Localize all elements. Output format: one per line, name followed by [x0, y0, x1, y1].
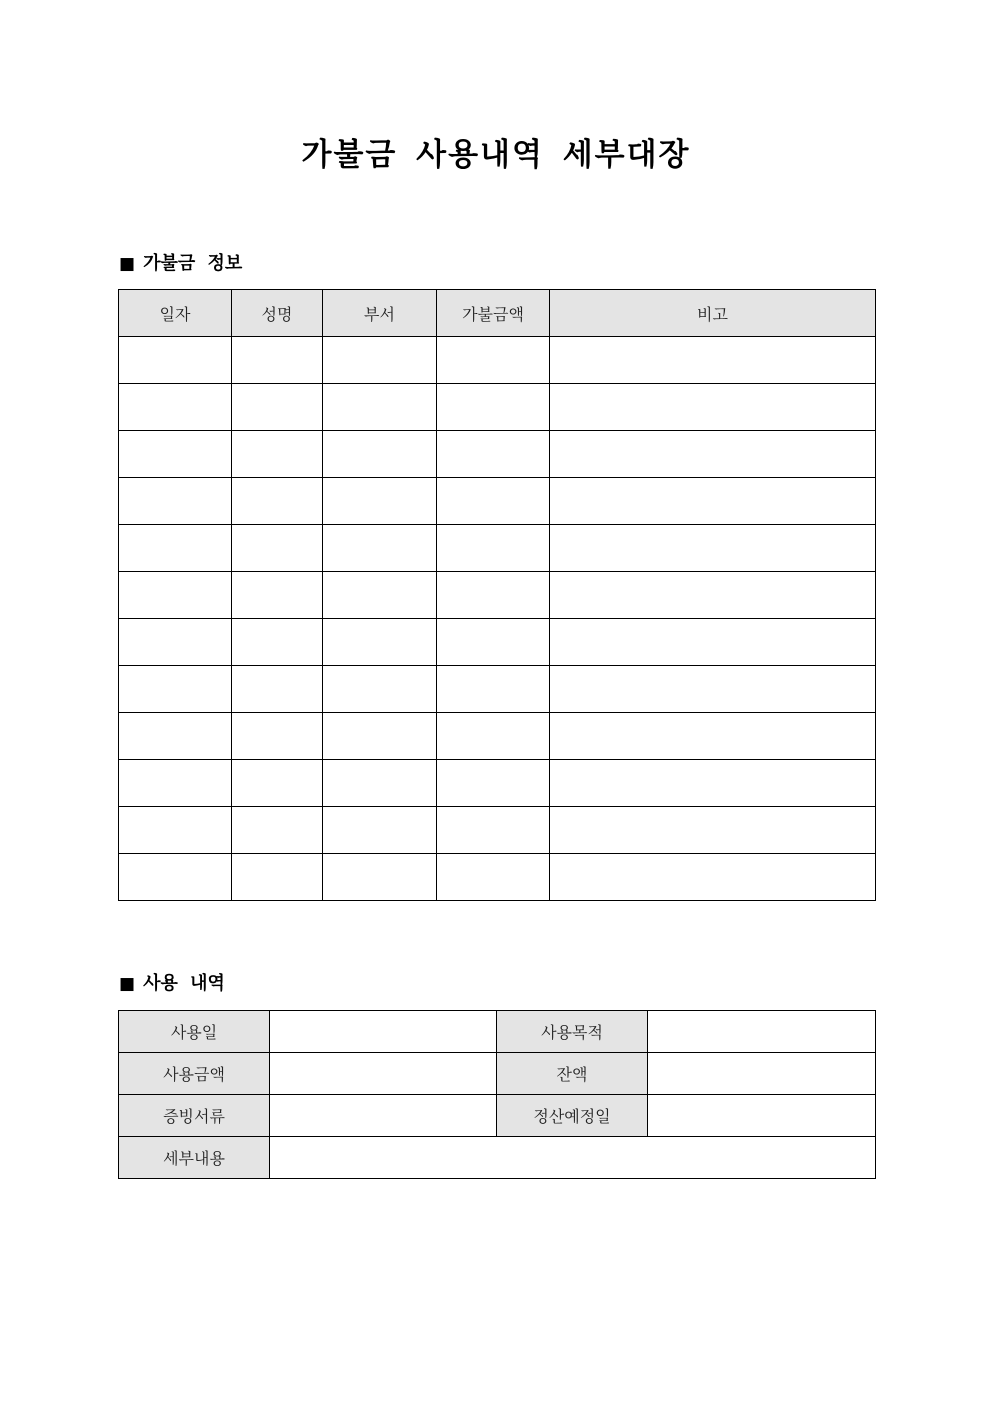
cell-remarks[interactable] [550, 807, 876, 854]
square-bullet-icon: ■ [119, 254, 136, 274]
cell-remarks[interactable] [550, 760, 876, 807]
cell-name[interactable] [232, 337, 323, 384]
cell-name[interactable] [232, 431, 323, 478]
cell-department[interactable] [323, 431, 437, 478]
cell-date[interactable] [119, 854, 232, 901]
cell-name[interactable] [232, 807, 323, 854]
cell-department[interactable] [323, 384, 437, 431]
cell-advance-amount[interactable] [437, 525, 550, 572]
table-row [119, 1095, 876, 1137]
label-balance: 잔액 [497, 1053, 648, 1095]
table-row [119, 713, 876, 760]
cell-date[interactable] [119, 525, 232, 572]
cell-remarks[interactable] [550, 572, 876, 619]
cell-department[interactable] [323, 572, 437, 619]
cell-department[interactable] [323, 666, 437, 713]
column-header-remarks: 비고 [550, 290, 876, 337]
cell-remarks[interactable] [550, 431, 876, 478]
cell-name[interactable] [232, 713, 323, 760]
cell-name[interactable] [232, 854, 323, 901]
label-purpose: 사용목적 [497, 1011, 648, 1053]
table-row [119, 384, 876, 431]
advance-info-rows [119, 337, 876, 901]
table-header-row [119, 290, 876, 337]
column-header-date: 일자 [119, 290, 232, 337]
table-row [119, 760, 876, 807]
cell-department[interactable] [323, 619, 437, 666]
cell-remarks[interactable] [550, 619, 876, 666]
table-row [119, 807, 876, 854]
field-details[interactable] [270, 1137, 876, 1179]
table-row [119, 1053, 876, 1095]
cell-department[interactable] [323, 854, 437, 901]
cell-advance-amount[interactable] [437, 431, 550, 478]
label-settle-date: 정산예정일 [497, 1095, 648, 1137]
cell-advance-amount[interactable] [437, 807, 550, 854]
table-row [119, 854, 876, 901]
square-bullet-icon: ■ [119, 974, 136, 994]
cell-remarks[interactable] [550, 713, 876, 760]
section-heading-info [119, 252, 242, 276]
column-header-name: 성명 [232, 290, 323, 337]
cell-department[interactable] [323, 478, 437, 525]
cell-advance-amount[interactable] [437, 478, 550, 525]
cell-name[interactable] [232, 619, 323, 666]
cell-date[interactable] [119, 572, 232, 619]
cell-advance-amount[interactable] [437, 384, 550, 431]
cell-advance-amount[interactable] [437, 854, 550, 901]
cell-name[interactable] [232, 760, 323, 807]
label-use-date: 사용일 [119, 1011, 270, 1053]
cell-department[interactable] [323, 337, 437, 384]
column-header-advance-amount: 가불금액 [437, 290, 550, 337]
cell-advance-amount[interactable] [437, 666, 550, 713]
label-documents: 증빙서류 [119, 1095, 270, 1137]
cell-name[interactable] [232, 525, 323, 572]
field-balance[interactable] [648, 1053, 876, 1095]
field-use-date[interactable] [270, 1011, 497, 1053]
field-amount[interactable] [270, 1053, 497, 1095]
cell-date[interactable] [119, 478, 232, 525]
cell-date[interactable] [119, 666, 232, 713]
cell-date[interactable] [119, 807, 232, 854]
cell-date[interactable] [119, 337, 232, 384]
section-heading-label: 사용 내역 [143, 973, 225, 994]
table-row [119, 572, 876, 619]
cell-name[interactable] [232, 384, 323, 431]
cell-name[interactable] [232, 572, 323, 619]
cell-advance-amount[interactable] [437, 713, 550, 760]
table-row [119, 431, 876, 478]
cell-advance-amount[interactable] [437, 572, 550, 619]
cell-department[interactable] [323, 525, 437, 572]
cell-date[interactable] [119, 760, 232, 807]
table-row [119, 337, 876, 384]
table-row [119, 525, 876, 572]
cell-remarks[interactable] [550, 478, 876, 525]
cell-remarks[interactable] [550, 854, 876, 901]
cell-advance-amount[interactable] [437, 760, 550, 807]
cell-name[interactable] [232, 478, 323, 525]
field-documents[interactable] [270, 1095, 497, 1137]
table-row [119, 478, 876, 525]
cell-advance-amount[interactable] [437, 337, 550, 384]
label-details: 세부내용 [119, 1137, 270, 1179]
cell-advance-amount[interactable] [437, 619, 550, 666]
field-settle-date[interactable] [648, 1095, 876, 1137]
field-purpose[interactable] [648, 1011, 876, 1053]
section-heading-label: 가불금 정보 [143, 253, 243, 274]
cell-date[interactable] [119, 384, 232, 431]
cell-date[interactable] [119, 431, 232, 478]
cell-remarks[interactable] [550, 666, 876, 713]
cell-date[interactable] [119, 713, 232, 760]
cell-department[interactable] [323, 713, 437, 760]
label-amount: 사용금액 [119, 1053, 270, 1095]
table-row [119, 619, 876, 666]
column-header-department: 부서 [323, 290, 437, 337]
cell-name[interactable] [232, 666, 323, 713]
usage-details-table [118, 1010, 876, 1179]
table-row [119, 1137, 876, 1179]
page-title: 가불금 사용내역 세부대장 [301, 137, 691, 173]
cell-remarks[interactable] [550, 525, 876, 572]
cell-remarks[interactable] [550, 337, 876, 384]
advance-info-table [118, 289, 876, 901]
table-row [119, 666, 876, 713]
cell-date[interactable] [119, 619, 232, 666]
table-row [119, 1011, 876, 1053]
cell-remarks[interactable] [550, 384, 876, 431]
section-heading-usage [119, 972, 225, 996]
cell-department[interactable] [323, 760, 437, 807]
cell-department[interactable] [323, 807, 437, 854]
